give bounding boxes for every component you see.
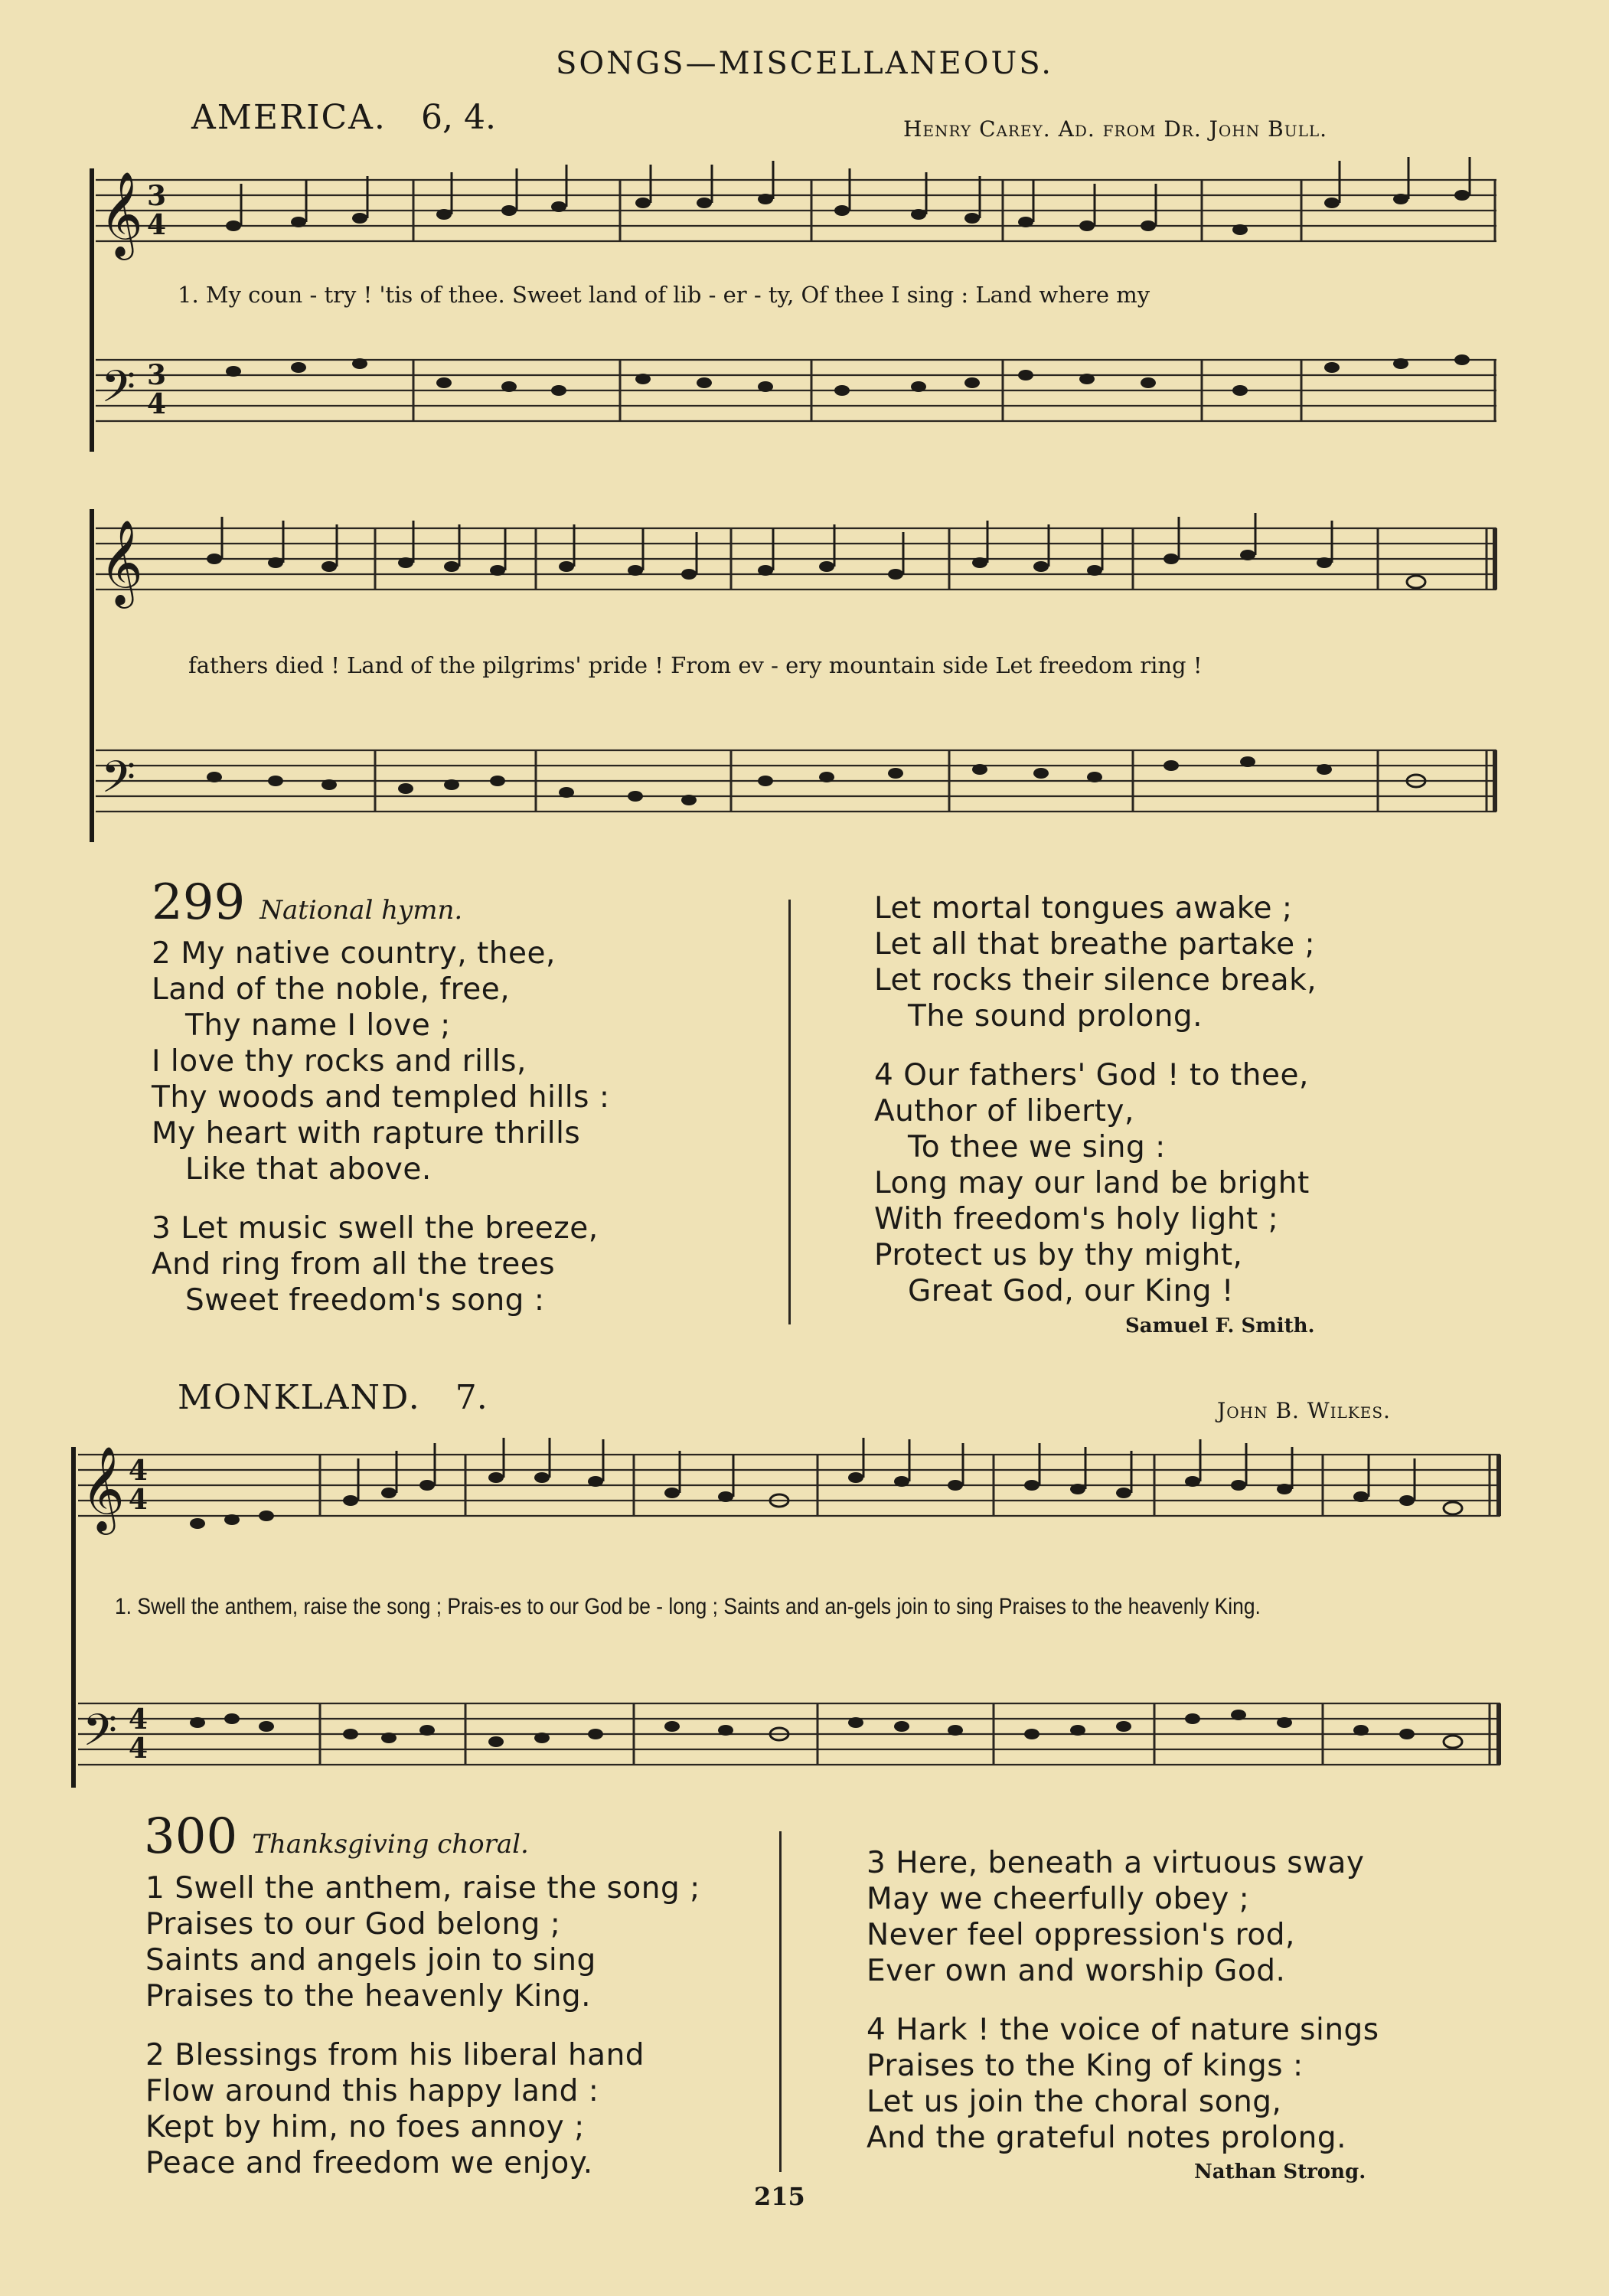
verse-line: Let us join the choral song, [867, 2085, 1282, 2119]
column-divider [779, 1831, 782, 2172]
lyrics-line: fathers died ! Land of the pilgrims' pride ! From ev - ery mountain side Let freedom ring ! [188, 652, 1203, 678]
verse-line: Let mortal tongues awake ; [874, 891, 1293, 926]
tune-name: MONKLAND. [178, 1378, 421, 1417]
lyrics-line: 1. My coun - try ! 'tis of thee. Sweet land of lib - er - ty, Of thee I sing : Land where my [178, 282, 1150, 308]
verse-line: My heart with rapture thrills [152, 1116, 581, 1151]
stanza-gap [874, 1034, 1317, 1057]
hymn-verses-right [874, 890, 1317, 1309]
verse-line: Thy name I love ; [185, 1008, 451, 1043]
hymn-subtitle: Thanksgiving choral. [252, 1829, 529, 1860]
svg-text:4: 4 [147, 388, 167, 420]
page-header: SONGS—MISCELLANEOUS. [556, 46, 1053, 81]
svg-text:3: 3 [147, 180, 167, 212]
svg-text:𝄞: 𝄞 [100, 171, 143, 256]
tune-heading-monkland [178, 1378, 488, 1417]
tune-name: AMERICA. [191, 98, 387, 137]
hymn-verses-left [145, 1870, 700, 2181]
verse-line: Kept by him, no foes annoy ; [145, 2110, 585, 2144]
svg-text:4: 4 [129, 1733, 148, 1765]
verse-line: 2 My native country, thee, [152, 936, 556, 971]
verse-line: Praises to the heavenly King. [145, 1979, 592, 2013]
verse-line: To thee we sing : [908, 1130, 1166, 1164]
hymn-number: 299 [152, 874, 246, 931]
verse-line: With freedom's holy light ; [874, 1202, 1279, 1236]
verse-line: Ever own and worship God. [867, 1954, 1286, 1988]
verse-line: 1 Swell the anthem, raise the song ; [145, 1871, 700, 1906]
verse-line: 4 Hark ! the voice of nature sings [867, 2013, 1379, 2047]
verse-line: Great God, our King ! [908, 1274, 1235, 1308]
verse-line: Never feel oppression's rod, [867, 1918, 1295, 1952]
svg-text:4: 4 [129, 1455, 148, 1487]
verse-line: Let all that breathe partake ; [874, 927, 1316, 962]
svg-text:3: 3 [147, 359, 167, 391]
svg-text:4: 4 [129, 1484, 148, 1516]
verse-line: Protect us by thy might, [874, 1238, 1243, 1272]
svg-text:4: 4 [129, 1703, 148, 1736]
verse-line: Flow around this happy land : [145, 2074, 599, 2108]
tune-heading-america [191, 98, 496, 137]
verse-line: The sound prolong. [908, 999, 1203, 1034]
verse-line: 3 Here, beneath a virtuous sway [867, 1846, 1365, 1880]
page-number: 215 [754, 2182, 805, 2211]
verse-line: Peace and freedom we enjoy. [145, 2146, 593, 2180]
verse-line: Long may our land be bright [874, 1166, 1310, 1200]
music-score-america-1 [84, 153, 1500, 475]
treble-staff [96, 528, 1496, 590]
svg-text:𝄢: 𝄢 [101, 751, 136, 814]
tune-meter: 7. [455, 1378, 488, 1417]
verse-line: Praises to the King of kings : [867, 2049, 1304, 2083]
verse-line: 2 Blessings from his liberal hand [145, 2038, 645, 2072]
verse-line: Saints and angels join to sing [145, 1943, 596, 1978]
bass-staff [96, 750, 1496, 812]
stanza-gap [145, 2014, 700, 2037]
verse-line: 4 Our fathers' God ! to thee, [874, 1058, 1309, 1092]
column-divider [788, 900, 791, 1324]
svg-text:𝄞: 𝄞 [100, 519, 143, 605]
svg-text:𝄢: 𝄢 [83, 1704, 118, 1767]
verse-line: Let rocks their silence break, [874, 963, 1317, 998]
verse-line: Praises to our God belong ; [145, 1907, 561, 1942]
verse-line: May we cheerfully obey ; [867, 1882, 1250, 1916]
svg-text:𝄞: 𝄞 [81, 1445, 125, 1531]
verse-line: And ring from all the trees [152, 1247, 556, 1282]
hymn-heading-299 [152, 874, 462, 931]
tune-meter: 6, 4. [420, 98, 496, 137]
hymn-subtitle: National hymn. [259, 895, 463, 926]
verse-line: Land of the noble, free, [152, 972, 511, 1007]
hymn-number: 300 [144, 1808, 238, 1865]
verse-line: Sweet freedom's song : [185, 1283, 545, 1318]
verse-line: Thy woods and templed hills : [152, 1080, 610, 1115]
svg-text:𝄢: 𝄢 [101, 361, 136, 423]
hymn-verses-left [152, 936, 609, 1318]
stanza-gap [152, 1187, 609, 1210]
hymn-verses-right [867, 1845, 1379, 2156]
verse-line: Like that above. [185, 1152, 432, 1187]
verse-line: I love thy rocks and rills, [152, 1044, 527, 1079]
composer-credit: John B. Wilkes. [1217, 1398, 1391, 1423]
verse-line: 3 Let music swell the breeze, [152, 1211, 599, 1246]
lyrics-line: 1. Swell the anthem, raise the song ; Prais-es to our God be - long ; Saints and an-gels join to sing Praises to the heavenly King. [115, 1594, 1261, 1619]
verse-line: And the grateful notes prolong. [867, 2121, 1347, 2155]
hymn-heading-300 [144, 1808, 529, 1865]
verse-line: Author of liberty, [874, 1094, 1134, 1128]
hymn-author: Samuel F. Smith. [1125, 1315, 1315, 1337]
composer-credit: Henry Carey. Ad. from Dr. John Bull. [903, 116, 1328, 142]
svg-text:4: 4 [147, 209, 167, 241]
hymn-author: Nathan Strong. [1194, 2160, 1366, 2183]
stanza-gap [867, 1989, 1379, 2012]
